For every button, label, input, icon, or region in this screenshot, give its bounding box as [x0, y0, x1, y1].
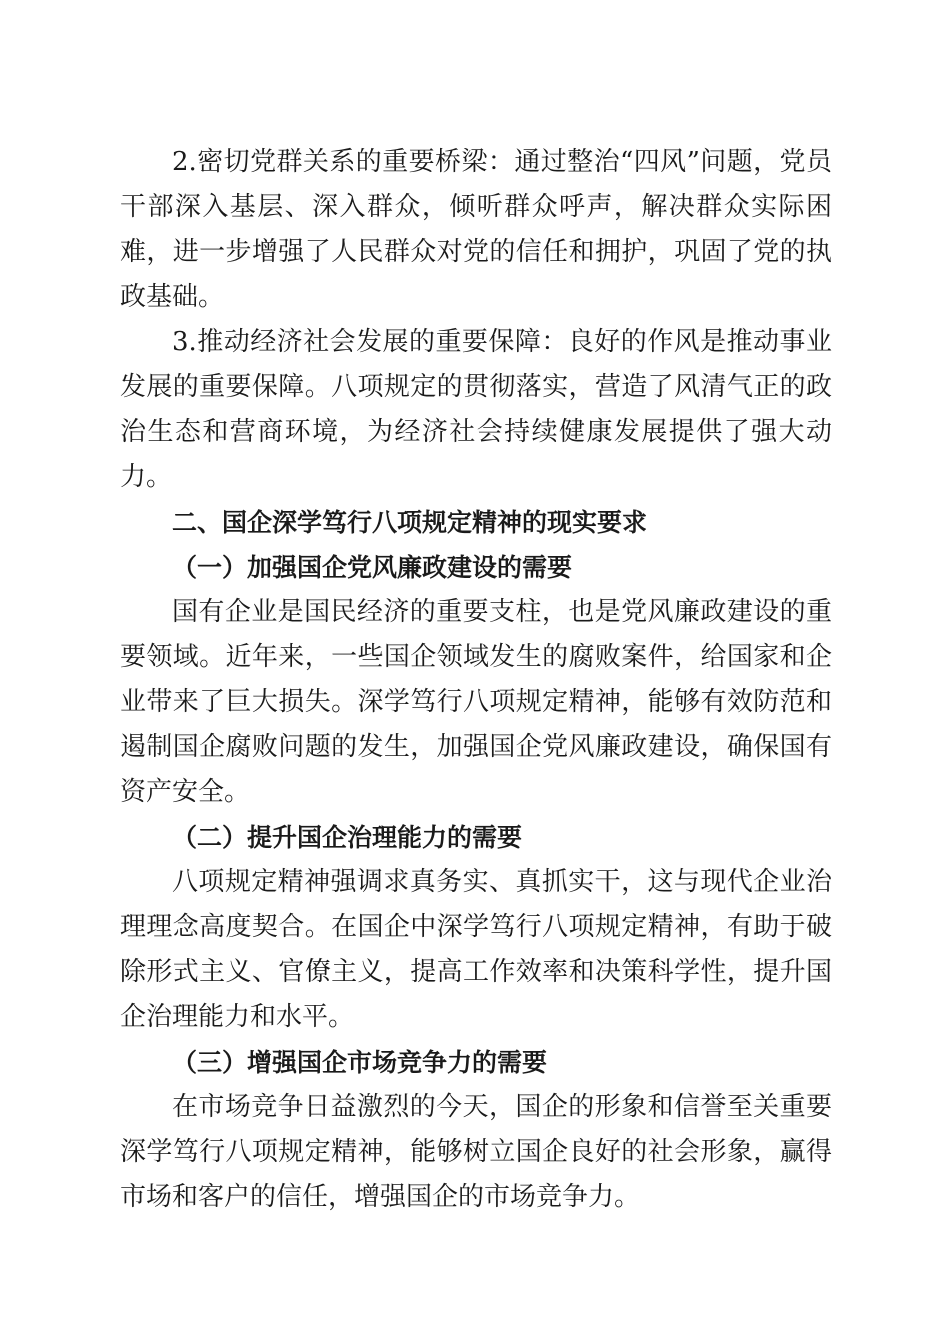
subheading-market-competitiveness: （三）增强国企市场竞争力的需要 [172, 1048, 548, 1077]
document-body [120, 140, 832, 1220]
section-heading-requirements: 二、国企深学笃行八项规定精神的现实要求 [172, 508, 648, 537]
paragraph-clean-governance: 国有企业是国民经济的重要支柱，也是党风廉政建设的重要领域。近年来，一些国企领域发生的腐败案件，给国家和企业带来了巨大损失。深学笃行八项规定精神，能够有效防范和遏制国企腐败问题的发生，加强国企党风廉政建设，确保国有资产安全。 [120, 597, 832, 807]
paragraph-economic-development: 3.推动经济社会发展的重要保障：良好的作风是推动事业发展的重要保障。八项规定的贯彻落实，营造了风清气正的政治生态和营商环境，为经济社会持续健康发展提供了强大动力。 [120, 327, 832, 492]
subheading-clean-governance: （一）加强国企党风廉政建设的需要 [172, 553, 573, 582]
subheading-governance-capability: （二）提升国企治理能力的需要 [172, 823, 523, 852]
paragraph-party-mass-relations: 2.密切党群关系的重要桥梁：通过整治“四风”问题，党员干部深入基层、深入群众，倾听群众呼声，解决群众实际困难，进一步增强了人民群众对党的信任和拥护，巩固了党的执政基础。 [120, 147, 832, 312]
paragraph-market-competitiveness: 在市场竞争日益激烈的今天，国企的形象和信誉至关重要深学笃行八项规定精神，能够树立国企良好的社会形象，赢得市场和客户的信任，增强国企的市场竞争力。 [120, 1092, 832, 1212]
paragraph-governance-capability: 八项规定精神强调求真务实、真抓实干，这与现代企业治理理念高度契合。在国企中深学笃行八项规定精神，有助于破除形式主义、官僚主义，提高工作效率和决策科学性，提升国企治理能力和水平。 [120, 867, 832, 1032]
